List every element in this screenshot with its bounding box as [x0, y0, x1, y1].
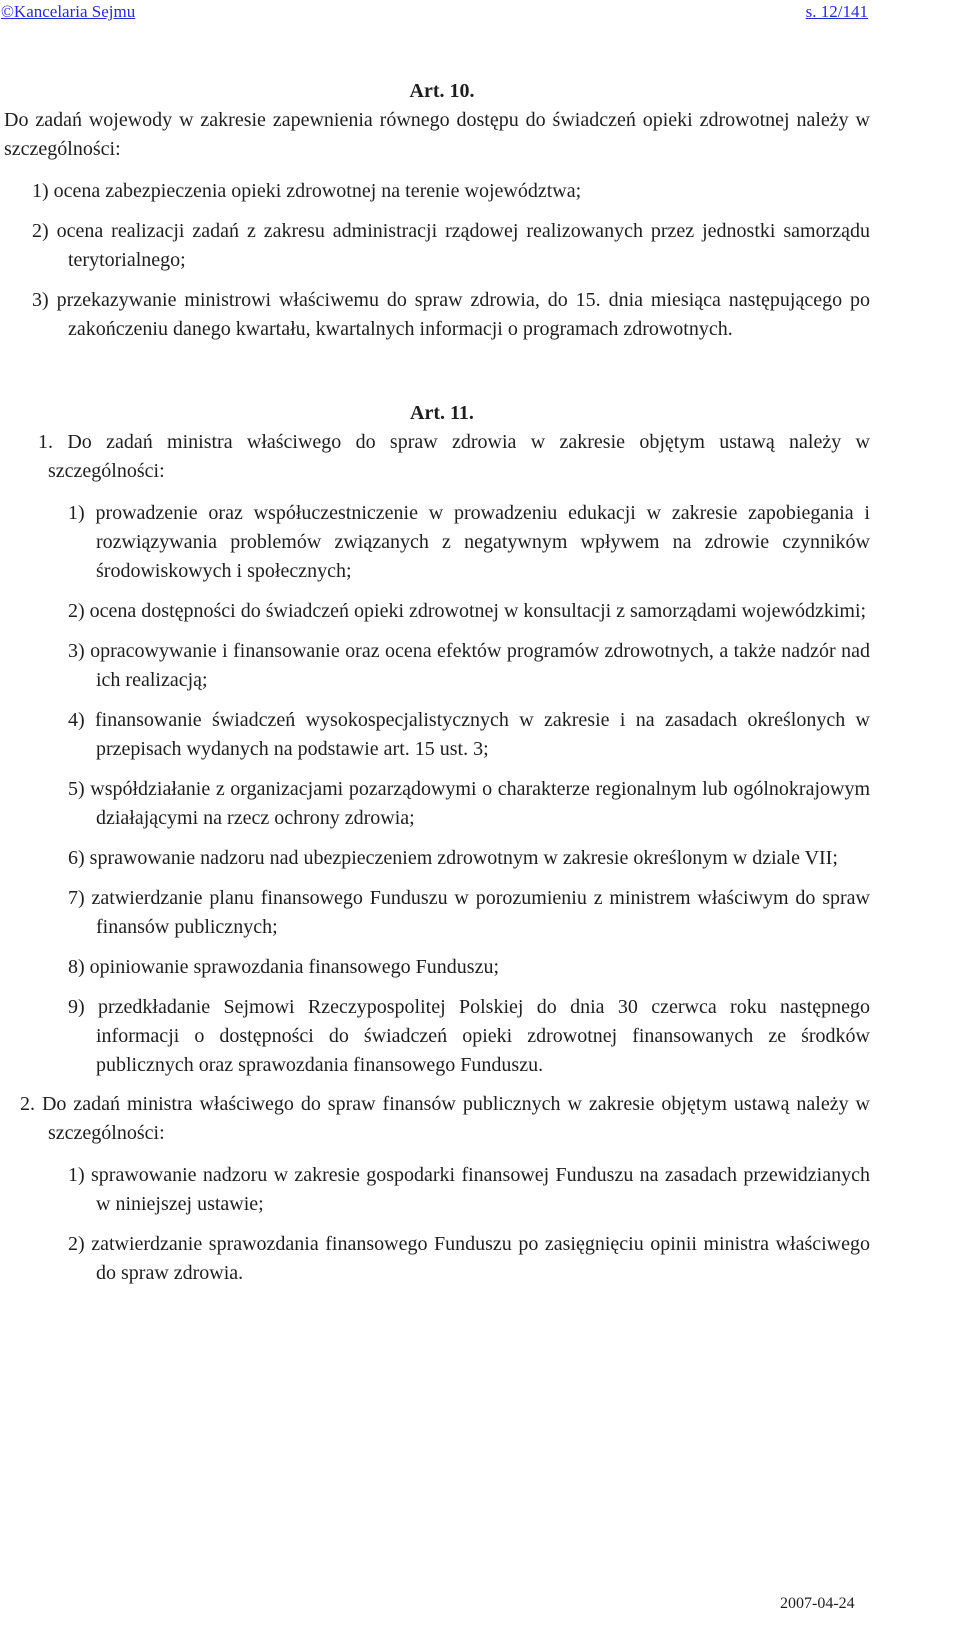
page-number-link[interactable]: s. 12/141 [805, 2, 868, 21]
article-11-section-2-item-1: 1) sprawowanie nadzoru w zakresie gospodarki finansowej Funduszu na zasadach przewidzianych w niniejszej ustawie; [68, 1164, 870, 1215]
article-10-item-1: 1) ocena zabezpieczenia opieki zdrowotnej na terenie województwa; [32, 180, 582, 202]
article-10-item-3: 3) przekazywanie ministrowi właściwemu do spraw zdrowia, do 15. dnia miesiąca następującego po zakończeniu danego kwartału, kwartalnych informacji o programach zdrowotnych. [32, 289, 870, 340]
article-11-section-1-item-9: 9) przedkładanie Sejmowi Rzeczypospolitej Polskiej do dnia 30 czerwca roku następnego informacji o dostępności do świadczeń opieki zdrowotnej finansowanych ze środków publicznych oraz sprawozdania finansowego Funduszu. [68, 996, 870, 1076]
article-11-section-1-item-6: 6) sprawowanie nadzoru nad ubezpieczeniem zdrowotnym w zakresie określonym w dziale VII; [68, 847, 838, 869]
article-11-section-1-item-1: 1) prowadzenie oraz współuczestniczenie w prowadzeniu edukacji w zakresie zapobiegania i rozwiązywania problemów związanych z negatywnym wpływem na zdrowie czynników środowiskowych i społecznych; [68, 502, 870, 582]
article-11-section-1-item-3: 3) opracowywanie i finansowanie oraz ocena efektów programów zdrowotnych, a także nadzór nad ich realizacją; [68, 640, 870, 691]
article-10-item-2: 2) ocena realizacji zadań z zakresu administracji rządowej realizowanych przez jednostki samorządu terytorialnego; [32, 220, 870, 271]
source-link[interactable]: ©Kancelaria Sejmu [1, 2, 136, 21]
article-11-section-1-intro: 1. Do zadań ministra właściwego do spraw zdrowia w zakresie objętym ustawą należy w szczególności: [38, 431, 870, 482]
article-11-section-1-item-4: 4) finansowanie świadczeń wysokospecjalistycznych w zakresie i na zasadach określonych w przepisach wydanych na podstawie art. 15 ust. 3; [68, 709, 870, 760]
article-11-section-2-intro: 2. Do zadań ministra właściwego do spraw finansów publicznych w zakresie objętym ustawą należy w szczególności: [20, 1093, 870, 1144]
document-body [4, 77, 870, 1288]
article-11-section-1-item-5: 5) współdziałanie z organizacjami pozarządowymi o charakterze regionalnym lub ogólnokrajowym działającymi na rzecz ochrony zdrowia; [68, 778, 870, 829]
article-11-section-1-item-8: 8) opiniowanie sprawozdania finansowego Funduszu; [68, 956, 500, 978]
article-10-title: Art. 10. [409, 80, 475, 102]
article-11-section-1-item-7: 7) zatwierdzanie planu finansowego Funduszu w porozumieniu z ministrem właściwym do spraw finansów publicznych; [68, 887, 870, 938]
page-header [0, 0, 960, 24]
document-date: 2007-04-24 [780, 1595, 855, 1612]
article-10-intro: Do zadań wojewody w zakresie zapewnienia równego dostępu do świadczeń opieki zdrowotnej należy w szczególności: [4, 109, 870, 160]
article-11-title: Art. 11. [410, 402, 474, 424]
article-11-section-1-item-2: 2) ocena dostępności do świadczeń opieki zdrowotnej w konsultacji z samorządami wojewódzkimi; [68, 600, 867, 622]
article-11-section-2-item-2: 2) zatwierdzanie sprawozdania finansowego Funduszu po zasięgnięciu opinii ministra właściwego do spraw zdrowia. [68, 1233, 870, 1284]
